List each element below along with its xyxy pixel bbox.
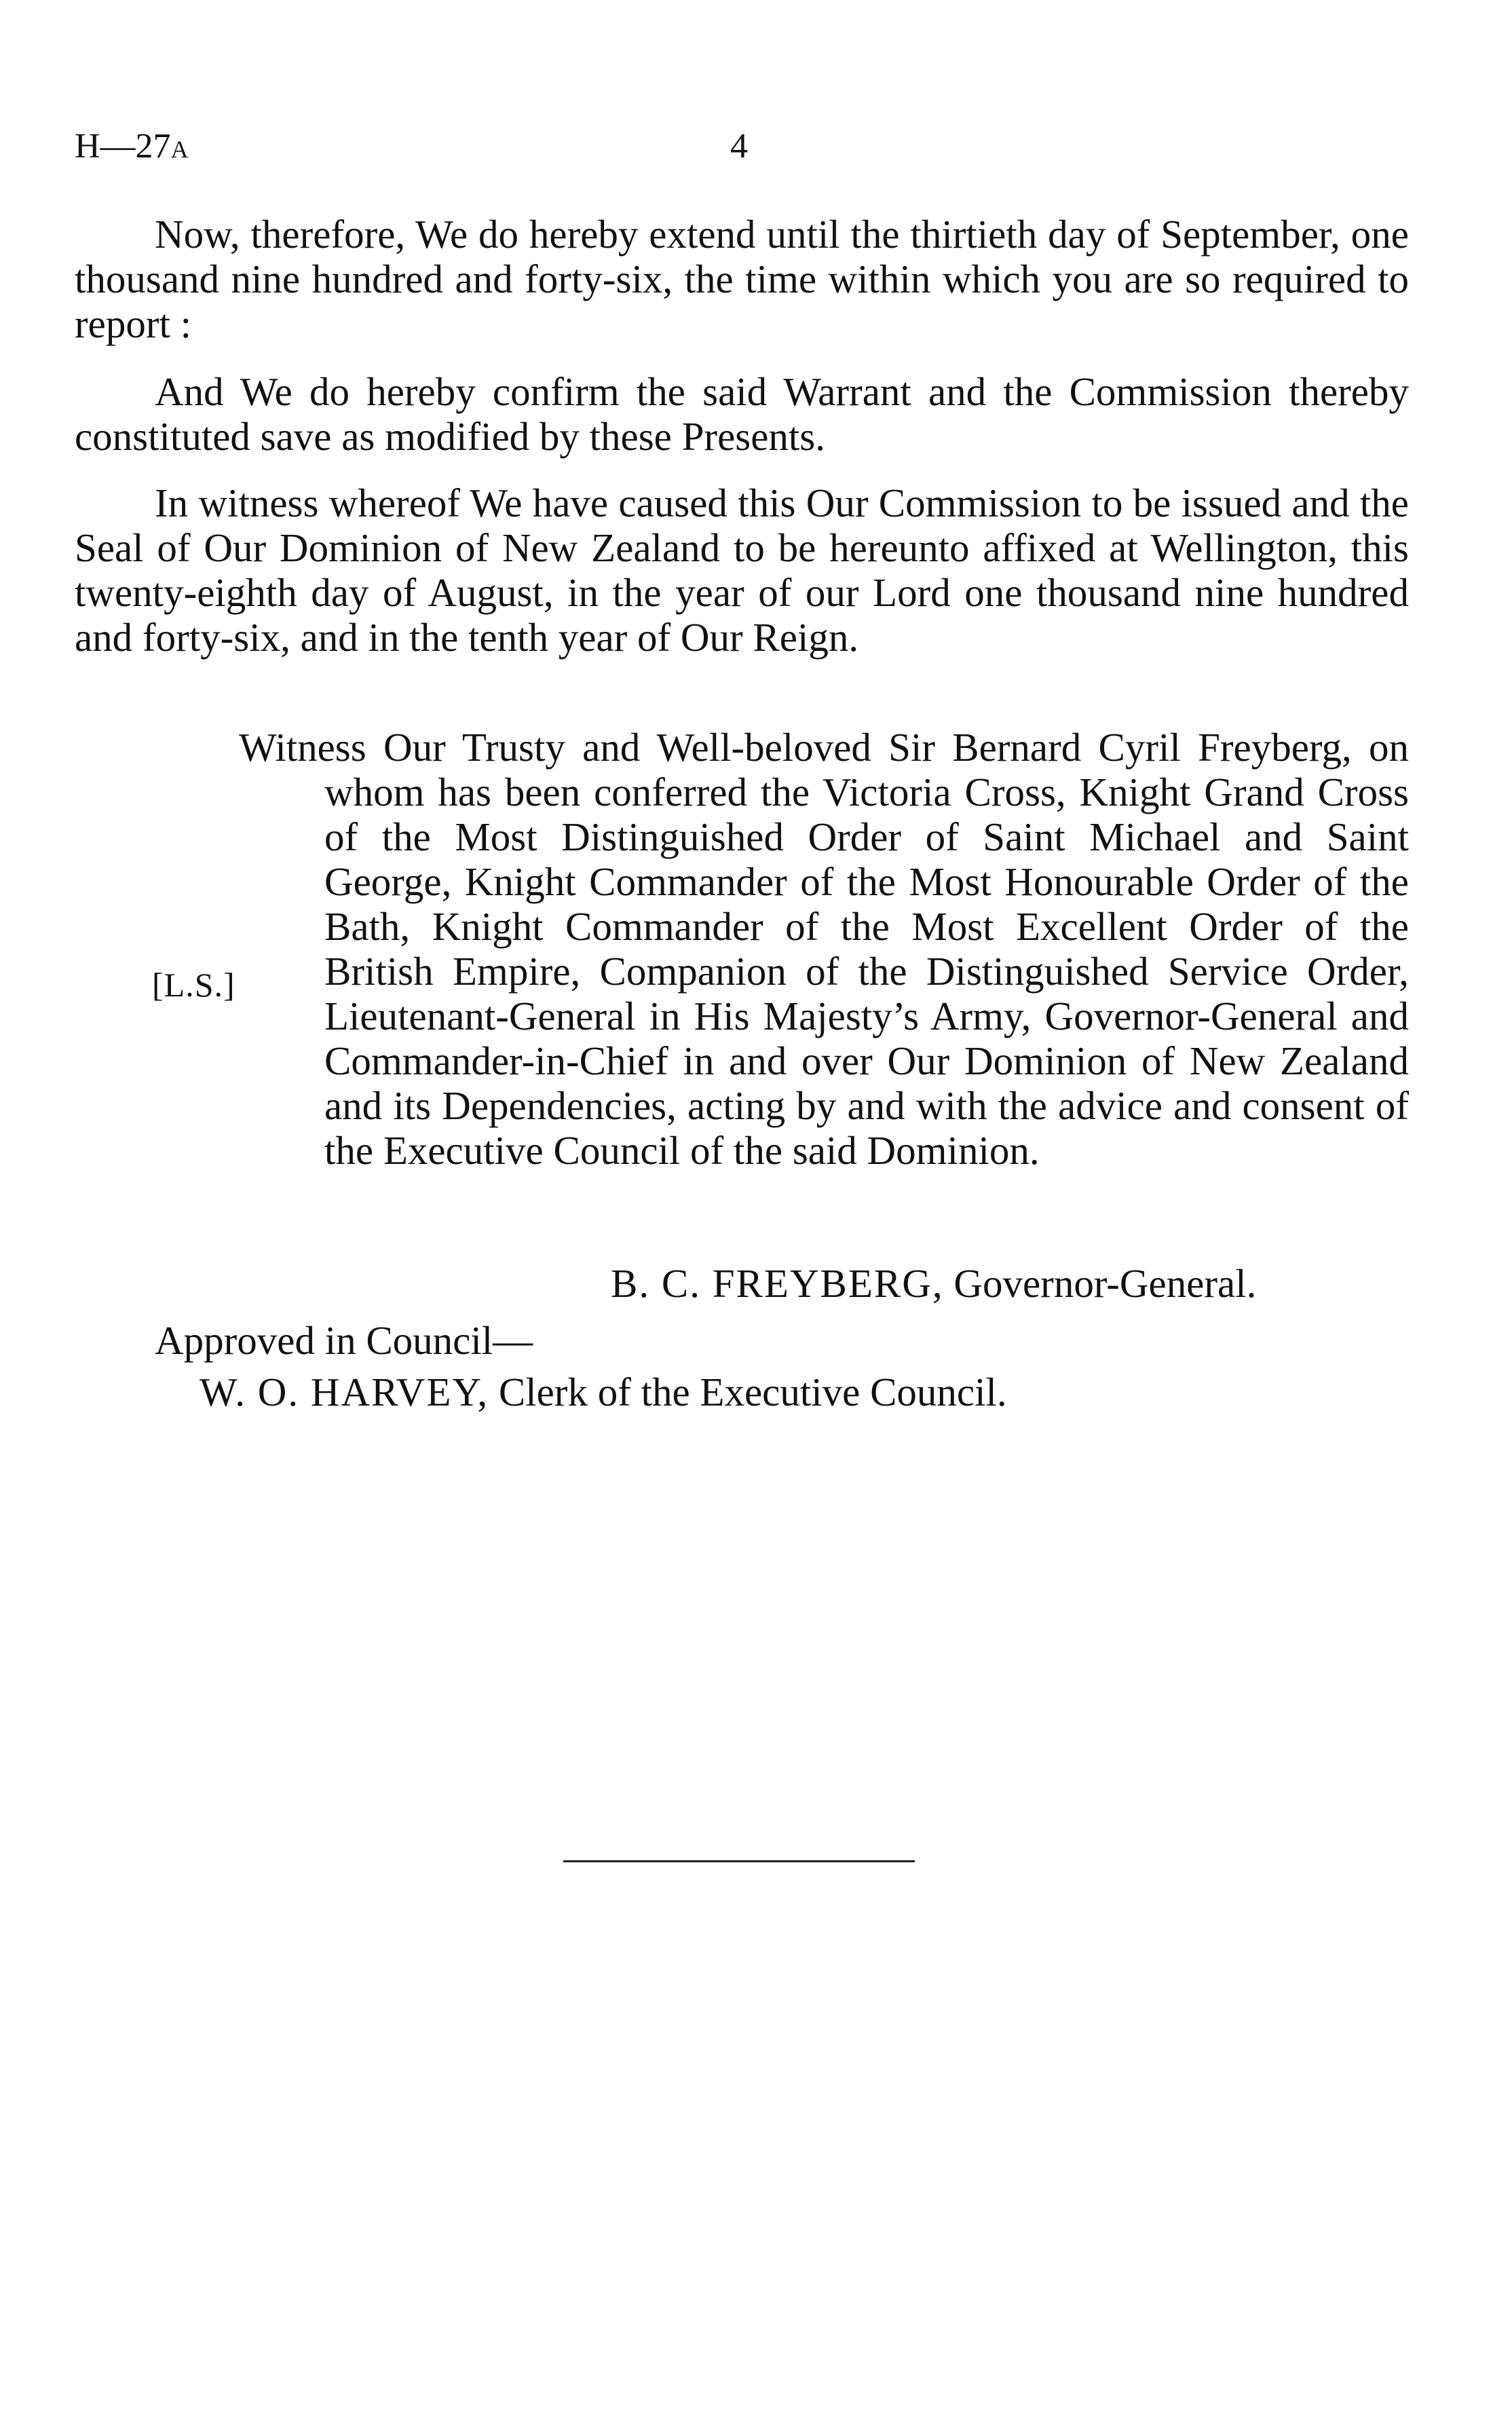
- witness-clause: [239, 725, 1409, 1173]
- governor-general-signature: [611, 1261, 1256, 1306]
- page-reference-code: H—27: [75, 127, 171, 166]
- seal-mark: [L.S.]: [152, 966, 235, 1004]
- paragraph-in-witness: In witness whereof We have caused this Our Commission to be issued and the Seal of Our Dominion of New Zealand to be hereunto affixed at Wellington, this twenty-eighth day of August, in the year of our Lord one thousand nine hundred and forty-six, and in the tenth year of Our Reign.: [75, 481, 1409, 660]
- end-rule-divider: [563, 1860, 915, 1862]
- clerk-name: W. O. HARVEY,: [200, 1370, 489, 1414]
- clerk-signature: [200, 1370, 1007, 1414]
- page-number: 4: [730, 127, 748, 166]
- clerk-title: Clerk of the Executive Council.: [498, 1370, 1007, 1414]
- approved-in-council: Approved in Council—: [155, 1318, 533, 1363]
- governor-general-name: B. C. FREYBERG,: [611, 1261, 944, 1306]
- page-reference-suffix: A: [170, 136, 189, 163]
- paragraph-confirm-warrant: And We do hereby confirm the said Warrant and the Commission thereby constituted save as modified by these Presents.: [75, 369, 1409, 459]
- witness-clause-text: Witness Our Trusty and Well-beloved Sir Bernard Cyril Freyberg, on whom has been conferred the Victoria Cross, Knight Grand Cross of the Most Distinguished Order of Saint Michael and Saint George, Knight Commander of the Most Honourable Order of the Bath, Knight Commander of the Most Excellent Order of the British Empire, Companion of the Distinguished Service Order, Lieutenant-General in His Majesty’s Army, Governor-General and Commander-in-Chief in and over Our Dominion of New Zealand and its Dependencies, acting by and with the advice and consent of the Executive Council of the said Dominion.: [239, 725, 1409, 1173]
- governor-general-title: Governor-General.: [953, 1261, 1257, 1306]
- paragraph-extend-time: Now, therefore, We do hereby extend until the thirtieth day of September, one thousand nine hundred and forty-six, the time within which you are so required to report :: [75, 212, 1409, 346]
- page-reference: [75, 126, 189, 170]
